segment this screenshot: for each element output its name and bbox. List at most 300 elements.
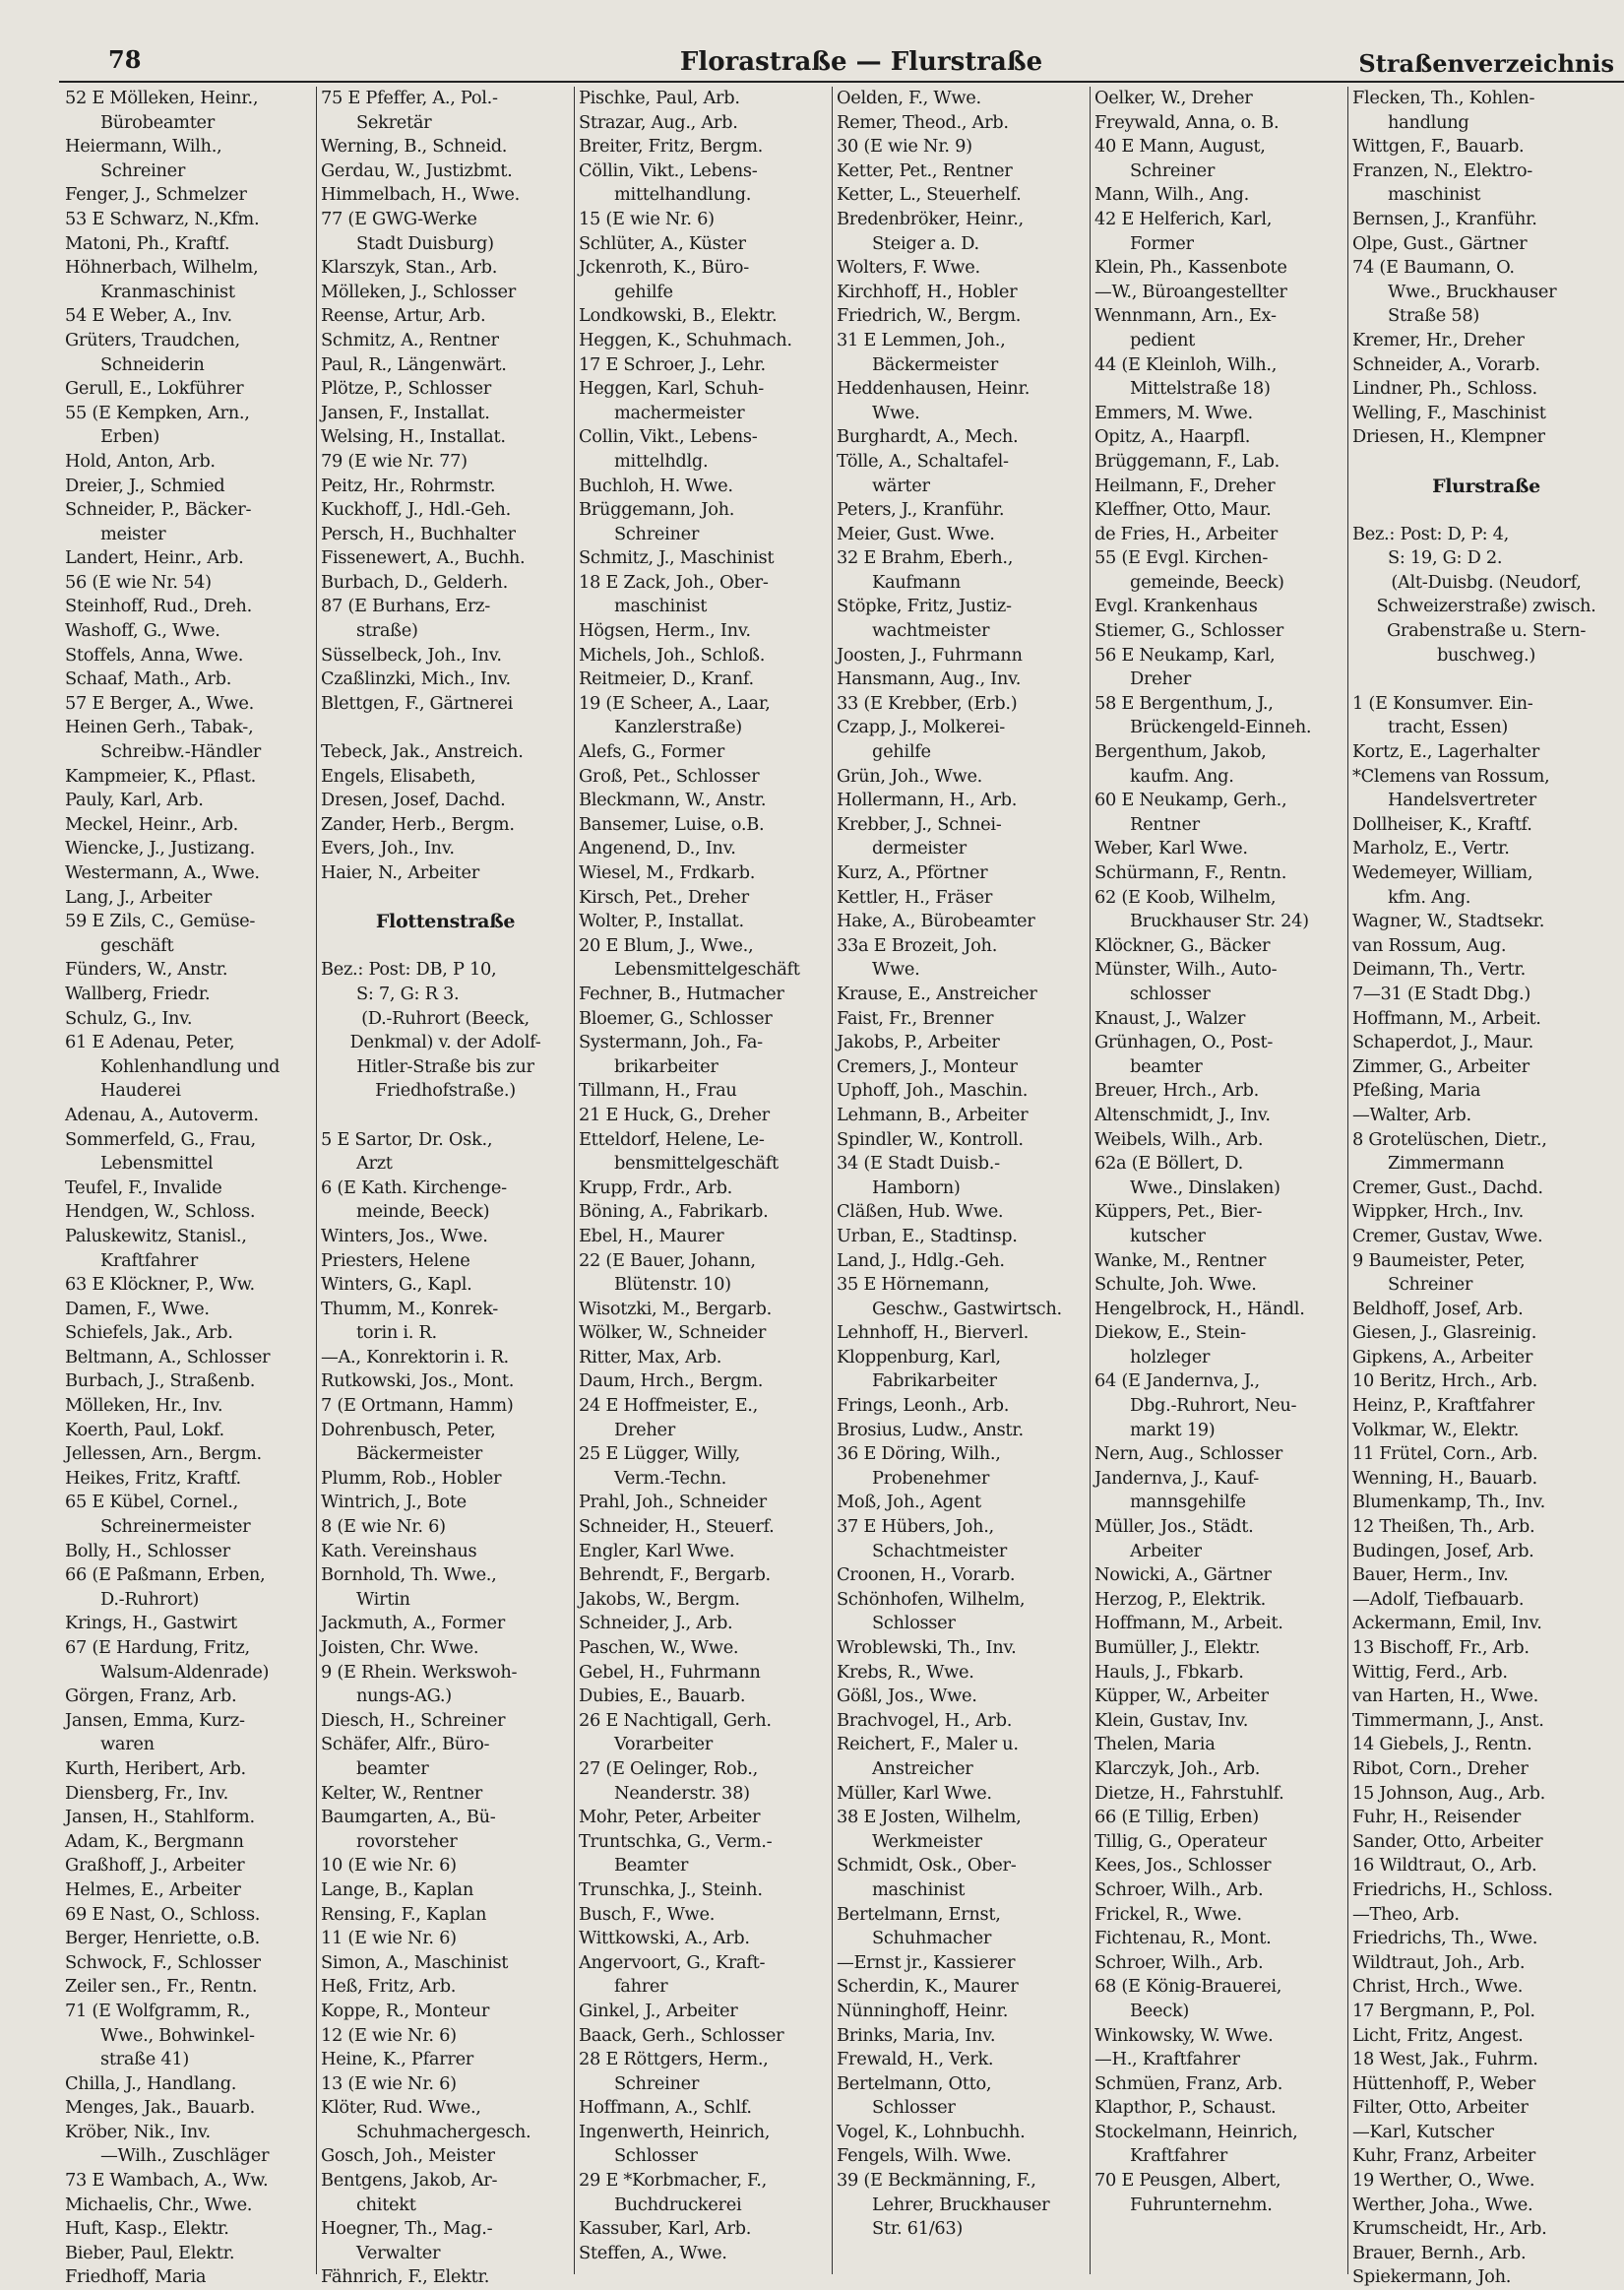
directory-line: Schulte, Joh. Wwe. <box>1094 1274 1257 1296</box>
directory-line: Anstreicher <box>872 1757 973 1779</box>
directory-line: S: 7, G: R 3. <box>356 983 460 1004</box>
directory-line: Beldhoff, Josef, Arb. <box>1352 1298 1524 1319</box>
directory-line: Geschw., Gastwirtsch. <box>872 1298 1062 1319</box>
directory-line: Jakobs, W., Bergm. <box>579 1588 740 1610</box>
directory-line: Grabenstraße u. Stern- <box>1386 620 1587 642</box>
directory-line: Böning, A., Fabrikarb. <box>579 1201 769 1223</box>
directory-line: 19 Werther, O., Wwe. <box>1352 2170 1535 2192</box>
directory-line: Hauderei <box>100 1080 181 1102</box>
directory-line: Wolters, F. Wwe. <box>837 257 980 279</box>
directory-line: Jellessen, Arn., Bergm. <box>65 1443 262 1465</box>
directory-line: 14 Giebels, J., Rentn. <box>1352 1734 1532 1755</box>
directory-line: Heggen, K., Schuhmach. <box>579 329 792 350</box>
directory-line: Walsum-Aldenrade) <box>100 1661 270 1683</box>
directory-line: Schiefels, Jak., Arb. <box>65 1322 233 1344</box>
directory-line: Bansemer, Luise, o.B. <box>579 813 765 835</box>
directory-line: Hansmann, Aug., Inv. <box>837 668 1022 690</box>
directory-line: Fichtenau, R., Mont. <box>1094 1928 1272 1949</box>
directory-line: gehilfe <box>872 741 931 763</box>
directory-line: Hake, A., Bürobeamter <box>837 911 1035 932</box>
directory-line: straße 41) <box>100 2049 189 2070</box>
directory-line: 65 E Kübel, Cornel., <box>65 1492 238 1513</box>
directory-line: Lehnhoff, H., Bierverl. <box>837 1322 1029 1344</box>
directory-line: Jansen, H., Stahlform. <box>65 1807 255 1828</box>
directory-line: Schwock, F., Schlosser <box>65 1951 261 1973</box>
directory-line: Lindner, Ph., Schloss. <box>1352 378 1537 400</box>
directory-line: Teufel, F., Invalide <box>65 1177 222 1198</box>
directory-line: torin i. R. <box>356 1322 437 1344</box>
directory-line: Kranmaschinist <box>100 281 235 302</box>
directory-line: Kortz, E., Lagerhalter <box>1352 741 1539 763</box>
directory-line: Hoffmann, M., Arbeit. <box>1352 1007 1541 1029</box>
directory-line: Ketter, L., Steuerhelf. <box>837 184 1022 206</box>
directory-line: Heiermann, Wilh., <box>65 136 222 158</box>
directory-line: 62 (E Koob, Wilhelm, <box>1094 886 1277 908</box>
column-5 <box>1091 87 1348 2274</box>
directory-line: Wennmann, Arn., Ex- <box>1094 305 1277 327</box>
directory-line: Fenger, J., Schmelzer <box>65 184 247 206</box>
directory-line: Paschen, W., Wwe. <box>579 1637 739 1658</box>
directory-line: Friedrichs, Th., Wwe. <box>1352 1928 1538 1949</box>
directory-line: mannsgehilfe <box>1130 1492 1246 1513</box>
directory-line: Schneider, A., Vorarb. <box>1352 353 1540 375</box>
directory-line: Fabrikarbeiter <box>872 1370 997 1392</box>
directory-line: Schreiner <box>614 523 700 544</box>
directory-line: Arzt <box>356 1153 393 1175</box>
directory-line: Schmüen, Franz, Arb. <box>1094 2072 1283 2094</box>
directory-line: —Theo, Arb. <box>1352 1903 1460 1925</box>
directory-line: Brachvogel, H., Arb. <box>837 1709 1013 1731</box>
directory-line: Hengelbrock, H., Händl. <box>1094 1298 1305 1319</box>
directory-line: gehilfe <box>614 281 673 302</box>
directory-line: de Fries, H., Arbeiter <box>1094 523 1278 544</box>
directory-line: Joisten, Chr. Wwe. <box>321 1637 479 1658</box>
directory-line: Breuer, Hrch., Arb. <box>1094 1080 1259 1102</box>
directory-line: Persch, H., Buchhalter <box>321 523 516 544</box>
directory-line: Kraftfahrer <box>100 1249 198 1271</box>
directory-line: Volkmar, W., Elektr. <box>1352 1419 1520 1440</box>
directory-line: Himmelbach, H., Wwe. <box>321 184 520 206</box>
directory-line: Zeiler sen., Fr., Rentn. <box>65 1976 258 1998</box>
directory-line: Vogel, K., Lohnbuchh. <box>837 2121 1026 2142</box>
directory-line: 7—31 (E Stadt Dbg.) <box>1352 983 1530 1004</box>
directory-line: Beeck) <box>1130 2000 1189 2021</box>
directory-line: Verwalter <box>356 2242 441 2263</box>
directory-line: Wwe. <box>872 402 920 423</box>
directory-line: Schmidt, Osk., Ober- <box>837 1855 1017 1877</box>
directory-line: Reichert, F., Maler u. <box>837 1734 1019 1755</box>
directory-line: Land, J., Hdlg.-Geh. <box>837 1249 1005 1271</box>
directory-line: bensmittelgeschäft <box>614 1153 779 1175</box>
directory-line: Schreiner <box>100 159 186 181</box>
directory-line: Wolter, P., Installat. <box>579 911 744 932</box>
directory-line: Kath. Vereinshaus <box>321 1540 477 1561</box>
directory-line: —Walter, Arb. <box>1352 1104 1471 1125</box>
directory-line: —W., Büroangestellter <box>1094 281 1287 302</box>
directory-line: Tillig, G., Operateur <box>1094 1830 1267 1852</box>
directory-line: Kurz, A., Pförtner <box>837 862 988 883</box>
directory-line: Dbg.-Ruhrort, Neu- <box>1130 1395 1297 1417</box>
directory-line: Nowicki, A., Gärtner <box>1094 1564 1272 1586</box>
directory-line: 56 E Neukamp, Karl, <box>1094 644 1276 666</box>
directory-line: Schürmann, F., Rentn. <box>1094 862 1287 883</box>
directory-line: Damen, F., Wwe. <box>65 1298 210 1319</box>
directory-line: Lehrer, Bruckhauser <box>872 2194 1050 2215</box>
directory-line: Londkowski, B., Elektr. <box>579 305 778 327</box>
directory-line: (Alt-Duisbg. (Neudorf, <box>1391 571 1582 593</box>
column-3 <box>575 87 833 2274</box>
directory-columns <box>61 87 1624 2288</box>
directory-line: Knaust, J., Walzer <box>1094 1007 1246 1029</box>
directory-line: Hamborn) <box>872 1177 961 1198</box>
directory-line: Cläßen, Hub. Wwe. <box>837 1201 1004 1223</box>
directory-line: Wisotzki, M., Bergarb. <box>579 1298 772 1319</box>
directory-line: kutscher <box>1130 1225 1206 1246</box>
directory-line: 11 (E wie Nr. 6) <box>321 1928 457 1949</box>
directory-line: 60 E Neukamp, Gerh., <box>1094 790 1287 811</box>
directory-line: Helmes, E., Arbeiter <box>65 1878 241 1900</box>
directory-line: 7 (E Ortmann, Hamm) <box>321 1395 514 1417</box>
directory-line: Spiekermann, Joh. <box>1352 2266 1512 2288</box>
directory-line: meinde, Beeck) <box>356 1201 490 1223</box>
directory-line: Bez.: Post: D, P: 4, <box>1352 523 1509 544</box>
column-4 <box>833 87 1091 2274</box>
directory-line: van Harten, H., Wwe. <box>1352 1686 1538 1707</box>
directory-line: Engels, Elisabeth, <box>321 765 476 787</box>
directory-line: Heß, Fritz, Arb. <box>321 1976 457 1998</box>
directory-line: Strazar, Aug., Arb. <box>579 111 738 133</box>
directory-line: Wölker, W., Schneider <box>579 1322 767 1344</box>
directory-line: Herzog, P., Elektrik. <box>1094 1588 1267 1610</box>
directory-line: rovorsteher <box>356 1830 458 1852</box>
directory-line: 15 (E wie Nr. 6) <box>579 208 715 229</box>
directory-line: Kaufmann <box>872 571 961 593</box>
directory-line: Gipkens, A., Arbeiter <box>1352 1346 1533 1368</box>
directory-line: Nern, Aug., Schlosser <box>1094 1443 1282 1465</box>
directory-line <box>1352 668 1620 692</box>
directory-line: Chilla, J., Handlang. <box>65 2072 237 2094</box>
directory-line: Evers, Joh., Inv. <box>321 838 455 859</box>
directory-line: Stöpke, Fritz, Justiz- <box>837 596 1012 617</box>
directory-line: Müller, Jos., Städt. <box>1094 1516 1254 1538</box>
directory-line: Klein, Gustav, Inv. <box>1094 1709 1249 1731</box>
directory-line: Friedhoff, Maria <box>65 2266 207 2288</box>
directory-line: van Rossum, Aug. <box>1352 934 1507 956</box>
directory-line: —A., Konrektorin i. R. <box>321 1346 509 1368</box>
directory-line: Mann, Wilh., Ang. <box>1094 184 1249 206</box>
directory-line: 57 E Berger, A., Wwe. <box>65 692 254 714</box>
directory-line: Friedhofstraße.) <box>375 1080 516 1102</box>
directory-line: —Adolf, Tiefbauarb. <box>1352 1588 1525 1610</box>
directory-line: 8 (E wie Nr. 6) <box>321 1516 446 1538</box>
directory-line: 9 (E Rhein. Werkswoh- <box>321 1661 518 1683</box>
directory-line: Cöllin, Vikt., Lebens- <box>579 159 758 181</box>
directory-line: Trunschka, J., Steinh. <box>579 1878 763 1900</box>
directory-line: Driesen, H., Klempner <box>1352 426 1545 448</box>
directory-line: Pischke, Paul, Arb. <box>579 88 740 108</box>
directory-line: Fünders, W., Anstr. <box>65 959 228 981</box>
directory-line: Marholz, E., Vertr. <box>1352 838 1510 859</box>
directory-line: Mölleken, Hr., Inv. <box>65 1395 223 1417</box>
directory-line: Hüttenhoff, P., Weber <box>1352 2072 1535 2094</box>
directory-line: Emmers, M. Wwe. <box>1094 402 1253 423</box>
directory-line: Bertelmann, Ernst, <box>837 1903 1001 1925</box>
directory-line: Steinhoff, Rud., Dreh. <box>65 596 252 617</box>
directory-line: —Karl, Kutscher <box>1352 2121 1494 2142</box>
directory-line: Ribot, Corn., Dreher <box>1352 1757 1529 1779</box>
directory-line: Peitz, Hr., Rohrmstr. <box>321 475 496 496</box>
directory-line: Frings, Leonh., Arb. <box>837 1395 1010 1417</box>
directory-line: Zimmer, G., Arbeiter <box>1352 1055 1530 1077</box>
directory-line: Bornhold, Th. Wwe., <box>321 1564 497 1586</box>
directory-line: Franzen, N., Elektro- <box>1352 159 1532 181</box>
directory-line: Reense, Artur, Arb. <box>321 305 486 327</box>
directory-line: (D.-Ruhrort (Beeck, <box>361 1007 530 1029</box>
directory-line: Koppe, R., Monteur <box>321 2000 490 2021</box>
directory-line: Schuhmachergesch. <box>356 2121 531 2142</box>
page-number: 78 <box>108 45 142 74</box>
directory-line: Kettler, H., Fräser <box>837 886 993 908</box>
directory-line: Grün, Joh., Wwe. <box>837 765 983 787</box>
directory-line: 79 (E wie Nr. 77) <box>321 450 468 472</box>
directory-line: Breiter, Fritz, Bergm. <box>579 136 764 158</box>
directory-line: Bumüller, J., Elektr. <box>1094 1637 1261 1658</box>
directory-line: Ginkel, J., Arbeiter <box>579 2000 738 2021</box>
directory-line: Ebel, H., Maurer <box>579 1225 724 1246</box>
directory-line: Heinen Gerh., Tabak-, <box>65 717 254 738</box>
directory-line: Gerdau, W., Justizbmt. <box>321 159 513 181</box>
directory-line: Budingen, Josef, Arb. <box>1352 1540 1534 1561</box>
directory-line: 25 E Lügger, Willy, <box>579 1443 740 1465</box>
directory-line: Jansen, F., Installat. <box>321 402 490 423</box>
directory-line: Zimmermann <box>1388 1153 1505 1175</box>
directory-line: Wittkowski, A., Arb. <box>579 1928 750 1949</box>
directory-line: Wildtraut, Joh., Arb. <box>1352 1951 1526 1973</box>
directory-line: pedient <box>1130 329 1195 350</box>
directory-line: Schlosser <box>872 1613 956 1634</box>
directory-line: Kuckhoff, J., Hdl.-Geh. <box>321 499 511 521</box>
directory-line: Dubies, E., Bauarb. <box>579 1686 746 1707</box>
directory-line: Krumscheidt, Hr., Arb. <box>1352 2218 1547 2240</box>
directory-line: Timmermann, J., Anst. <box>1352 1709 1544 1731</box>
directory-line: schlosser <box>1130 983 1211 1004</box>
directory-line: Pfeßing, Maria <box>1352 1080 1481 1102</box>
directory-line: 33 (E Krebber, (Erb.) <box>837 692 1018 714</box>
directory-line: Prahl, Joh., Schneider <box>579 1492 767 1513</box>
directory-line: Schreibw.-Händler <box>100 741 262 763</box>
column-1 <box>61 87 317 2288</box>
directory-line: Schaaf, Math., Arb. <box>65 668 232 690</box>
directory-line: Scherdin, K., Maurer <box>837 1976 1019 1998</box>
directory-line: Handelsvertreter <box>1388 790 1536 811</box>
directory-line: Probenehmer <box>872 1467 990 1489</box>
directory-line: Adam, K., Bergmann <box>65 1830 244 1852</box>
directory-line: 32 E Brahm, Eberh., <box>837 547 1014 569</box>
directory-line: Hendgen, W., Schloss. <box>65 1201 256 1223</box>
directory-line: Verm.-Techn. <box>614 1467 727 1489</box>
directory-line: Krupp, Frdr., Arb. <box>579 1177 733 1198</box>
directory-line: Wirtin <box>356 1588 410 1610</box>
directory-line: 11 Frütel, Corn., Arb. <box>1352 1443 1538 1465</box>
directory-line: Altenschmidt, J., Inv. <box>1094 1104 1271 1125</box>
directory-line: Stadt Duisburg) <box>356 232 494 254</box>
directory-line: geschäft <box>100 934 174 956</box>
directory-line: Bloemer, G., Schlosser <box>579 1007 773 1029</box>
directory-line: Brückengeld-Einneh. <box>1130 717 1312 738</box>
directory-line: Schneiderin <box>100 353 205 375</box>
directory-line: Beamter <box>614 1855 689 1877</box>
directory-line: Graßhoff, J., Arbeiter <box>65 1855 245 1877</box>
directory-line: Mohr, Peter, Arbeiter <box>579 1807 761 1828</box>
directory-line: 35 E Hörnemann, <box>837 1274 990 1296</box>
directory-line: Urban, E., Stadtinsp. <box>837 1225 1018 1246</box>
directory-line: Erben) <box>100 426 159 448</box>
directory-line: Bäckermeister <box>872 353 998 375</box>
directory-line: Höhnerbach, Wilhelm, <box>65 257 259 279</box>
directory-line: Oelker, W., Dreher <box>1094 88 1253 108</box>
directory-line: Hauls, J., Fbkarb. <box>1094 1661 1244 1683</box>
directory-line: Stoffels, Anna, Wwe. <box>65 644 244 666</box>
directory-line: Michaelis, Chr., Wwe. <box>65 2194 253 2215</box>
directory-line: 55 (E Kempken, Arn., <box>65 402 250 423</box>
directory-line: waren <box>100 1734 155 1755</box>
directory-line: Huft, Kasp., Elektr. <box>65 2218 229 2240</box>
directory-line: Kelter, W., Rentner <box>321 1782 482 1804</box>
directory-line: Arbeiter <box>1130 1540 1202 1561</box>
directory-line: Schneider, P., Bäcker- <box>65 499 252 521</box>
directory-line: Lebensmittelgeschäft <box>614 959 800 981</box>
directory-line: Dresen, Josef, Dachd. <box>321 790 506 811</box>
directory-line: chitekt <box>356 2194 416 2215</box>
directory-line: Lange, B., Kaplan <box>321 1878 474 1900</box>
directory-line: Gerull, E., Lokführer <box>65 378 244 400</box>
directory-line: 69 E Nast, O., Schloss. <box>65 1903 261 1925</box>
directory-line: Friedrichs, H., Schloss. <box>1352 1878 1553 1900</box>
directory-line: maschinist <box>1388 184 1481 206</box>
directory-line: Meckel, Heinr., Arb. <box>65 813 239 835</box>
directory-line: Buchdruckerei <box>614 2194 742 2215</box>
directory-line: maschinist <box>614 596 708 617</box>
directory-line: 77 (E GWG-Werke <box>321 208 477 229</box>
column-2 <box>317 87 575 2288</box>
directory-line: Uphoff, Joh., Maschin. <box>837 1080 1029 1102</box>
directory-line: Kirchhoff, H., Hobler <box>837 281 1018 302</box>
directory-line: Schäfer, Alfr., Büro- <box>321 1734 490 1755</box>
directory-line: 24 E Hoffmeister, E., <box>579 1395 758 1417</box>
directory-line: Pauly, Karl, Arb. <box>65 790 204 811</box>
directory-line: 38 E Josten, Wilhelm, <box>837 1807 1022 1828</box>
street-heading: Flottenstraße <box>375 911 516 933</box>
directory-line: Schuhmacher <box>872 1928 992 1949</box>
directory-line: Steffen, A., Wwe. <box>579 2242 727 2263</box>
directory-line: 6 (E Kath. Kirchenge- <box>321 1177 507 1198</box>
directory-line: Schreinermeister <box>100 1516 251 1538</box>
directory-line: Jackmuth, A., Former <box>321 1613 505 1634</box>
directory-line: Sekretär <box>356 111 432 133</box>
directory-line: Faist, Fr., Brenner <box>837 1007 994 1029</box>
directory-line: Joosten, J., Fuhrmann <box>837 644 1023 666</box>
directory-line: —Wilh., Zuschläger <box>100 2145 270 2167</box>
directory-line: Tillmann, H., Frau <box>579 1080 737 1102</box>
directory-line: Christ, Hrch., Wwe. <box>1352 1976 1524 1998</box>
directory-line: Wwe. <box>872 959 920 981</box>
directory-line: Bredenbröker, Heinr., <box>837 208 1024 229</box>
directory-line: Wwe., Bruckhauser <box>1388 281 1557 302</box>
directory-line: mittelhdlg. <box>614 450 709 472</box>
directory-line: Heggen, Karl, Schuh- <box>579 378 764 400</box>
directory-line: Giesen, J., Glasreinig. <box>1352 1322 1537 1344</box>
directory-line: Schroer, Wilh., Arb. <box>1094 1878 1264 1900</box>
directory-line: Simon, A., Maschinist <box>321 1951 509 1973</box>
directory-line: 52 E Mölleken, Heinr., <box>65 88 259 108</box>
directory-line: gemeinde, Beeck) <box>1130 571 1284 593</box>
directory-line: Systermann, Joh., Fa- <box>579 1032 763 1053</box>
directory-line: Burbach, D., Gelderh. <box>321 571 508 593</box>
directory-line: Wippker, Hrch., Inv. <box>1352 1201 1524 1223</box>
directory-line: S: 19, G: D 2. <box>1388 547 1503 569</box>
directory-line: Bleckmann, W., Anstr. <box>579 790 767 811</box>
directory-line: 15 Johnson, Aug., Arb. <box>1352 1782 1546 1804</box>
directory-line: Mittelstraße 18) <box>1130 378 1271 400</box>
directory-line: 28 E Röttgers, Herm., <box>579 2049 769 2070</box>
directory-line: Blütenstr. 10) <box>614 1274 731 1296</box>
directory-line: 9 Baumeister, Peter, <box>1352 1249 1526 1271</box>
directory-line: Nünninghoff, Heinr. <box>837 2000 1009 2021</box>
directory-line: Remer, Theod., Arb. <box>837 111 1009 133</box>
directory-line: 61 E Adenau, Peter, <box>65 1032 235 1053</box>
page-header <box>59 39 1624 83</box>
directory-line: Weibels, Wilh., Arb. <box>1094 1128 1264 1150</box>
directory-line: handlung <box>1388 111 1469 133</box>
directory-line: Paul, R., Längenwärt. <box>321 353 507 375</box>
directory-line: 17 Bergmann, P., Pol. <box>1352 2000 1535 2021</box>
directory-line <box>321 934 570 959</box>
directory-line: Krebs, R., Wwe. <box>837 1661 974 1683</box>
directory-line: Mölleken, J., Schlosser <box>321 281 516 302</box>
directory-line: Bergenthum, Jakob, <box>1094 741 1267 763</box>
directory-line: Flecken, Th., Kohlen- <box>1352 88 1535 108</box>
directory-line: Kloppenburg, Karl, <box>837 1346 1001 1368</box>
directory-line: Bieber, Paul, Elektr. <box>65 2242 235 2263</box>
directory-line: 39 (E Beckmänning, F., <box>837 2170 1036 2192</box>
directory-line: Heikes, Fritz, Kraftf. <box>65 1467 241 1489</box>
directory-line: Müller, Karl Wwe. <box>837 1782 992 1804</box>
directory-line: Lang, J., Arbeiter <box>65 886 212 908</box>
column-6 <box>1348 87 1624 2288</box>
directory-line: 22 (E Bauer, Johann, <box>579 1249 756 1271</box>
directory-line: Tebeck, Jak., Anstreich. <box>321 741 524 763</box>
directory-line: Sander, Otto, Arbeiter <box>1352 1830 1543 1852</box>
directory-line: Westermann, A., Wwe. <box>65 862 260 883</box>
directory-line: Hitler-Straße bis zur <box>356 1055 534 1077</box>
directory-line: Groß, Pet., Schlosser <box>579 765 760 787</box>
directory-line: Werning, B., Schneid. <box>321 136 508 158</box>
directory-line: Hoffmann, M., Arbeit. <box>1094 1613 1283 1634</box>
directory-line: Wenning, H., Bauarb. <box>1352 1467 1537 1489</box>
directory-line: Kees, Jos., Schlosser <box>1094 1855 1272 1877</box>
directory-line: 18 E Zack, Joh., Ober- <box>579 571 769 593</box>
directory-line: dermeister <box>872 838 967 859</box>
directory-line: Alefs, G., Former <box>579 741 724 763</box>
directory-line: Moß, Joh., Agent <box>837 1492 981 1513</box>
directory-line: holzleger <box>1130 1346 1211 1368</box>
directory-line: Czapp, J., Molkerei- <box>837 717 1005 738</box>
directory-line: Angervoort, G., Kraft- <box>579 1951 766 1973</box>
directory-line: Hold, Anton, Arb. <box>65 450 216 472</box>
directory-line: buschweg.) <box>1436 644 1536 666</box>
directory-line: markt 19) <box>1130 1419 1216 1440</box>
directory-line: Dietze, H., Fahrstuhlf. <box>1094 1782 1284 1804</box>
